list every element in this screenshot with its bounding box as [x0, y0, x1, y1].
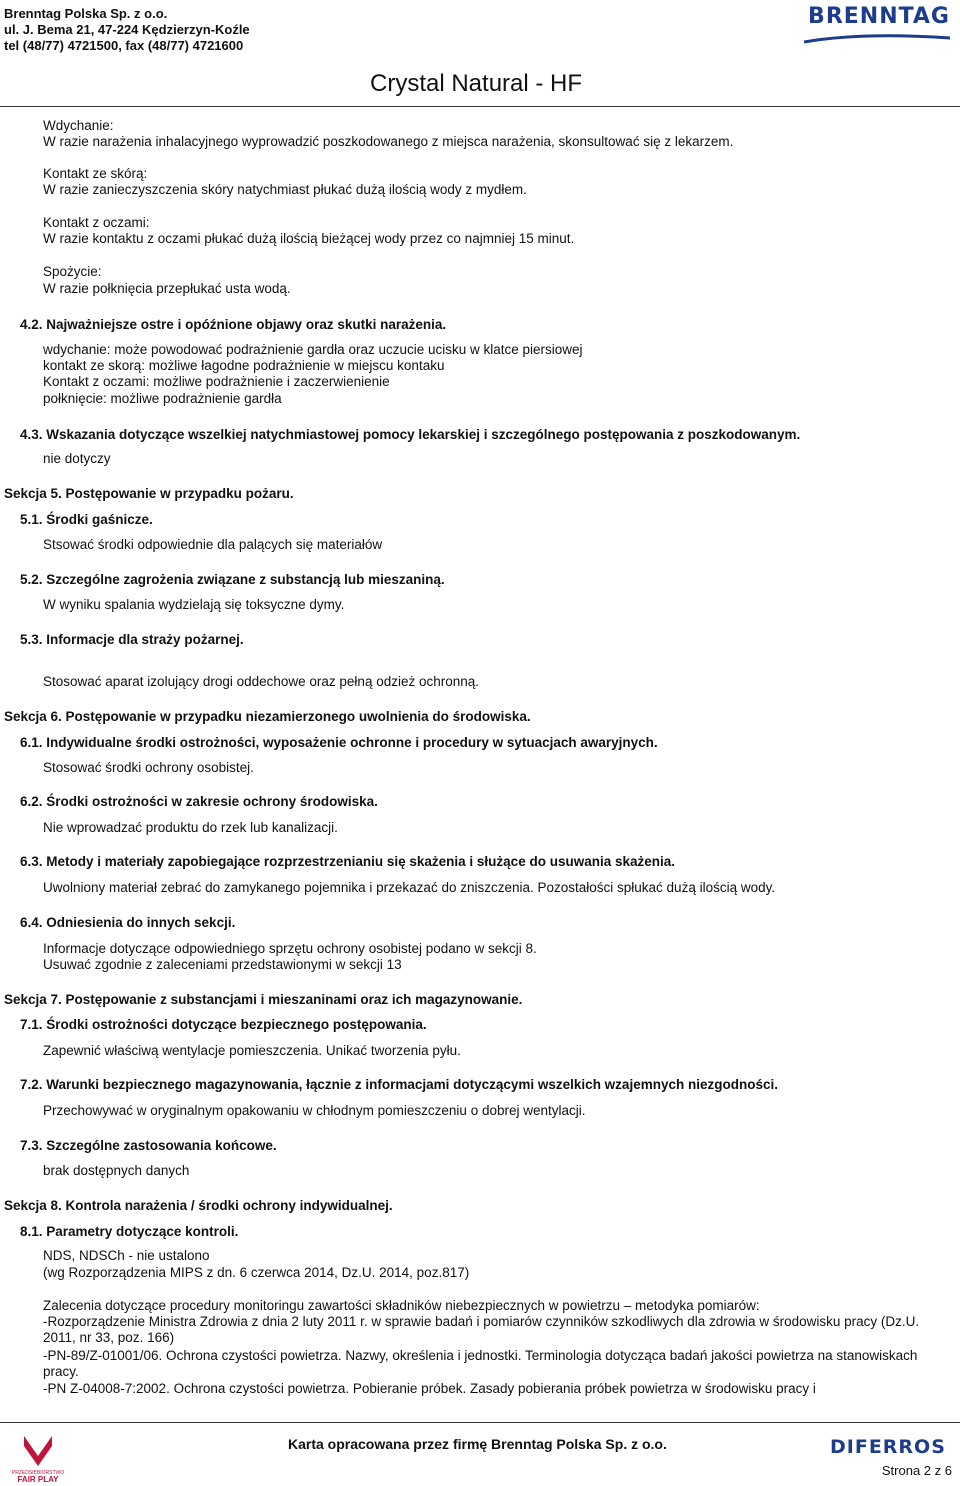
text-5-3: Stosować aparat izolujący drogi oddechowe oraz pełną odzież ochronną. [43, 674, 480, 689]
text-8-1-pn-89: -PN-89/Z-01001/06. Ochrona czystości powietrza. Nazwy, określenia i jednostki. Terminologia dotycząca badań jakości powietrza na stanowiskach pracy. [43, 1348, 918, 1379]
company-street: ul. J. Bema 21, 47-224 Kędzierzyn-Koźle [4, 22, 250, 37]
heading-ingestion: Spożycie: [43, 264, 102, 279]
text-6-4-line2: Usuwać zgodnie z zaleceniami przedstawionymi w sekcji 13 [43, 957, 402, 972]
footer-divider [0, 1422, 960, 1423]
fair-play-logo [8, 1432, 68, 1484]
subsection-7-1: 7.1. Środki ostrożności dotyczące bezpiecznego postępowania. [20, 1017, 427, 1032]
subsection-4-2: 4.2. Najważniejsze ostre i opóźnione objawy oraz skutki narażenia. [20, 317, 447, 332]
text-skin-contact: W razie zanieczyszczenia skóry natychmiast płukać dużą ilością wody z mydłem. [43, 182, 527, 197]
text-symptom-skin: kontakt ze skorą: możliwe łagodne podrażnienie w miejscu kontaku [43, 358, 445, 373]
text-8-1-regulation-2011: -Rozporządzenie Ministra Zdrowia z dnia 2 luty 2011 r. w sprawie badań i pomiarów czynników szkodliwych dla zdrowia w środowisku pracy (Dz.U. 2011, nr 33, poz. 166) [43, 1314, 920, 1345]
heading-inhalation: Wdychanie: [43, 118, 114, 133]
text-6-1: Stosować środki ochrony osobistej. [43, 760, 254, 775]
text-symptom-eyes: Kontakt z oczami: możliwe podrażnienie i zaczerwienienie [43, 374, 390, 389]
document-title: Crystal Natural - HF [370, 70, 583, 97]
fairplay-line1: PRZEDSIĘBIORSTWO [11, 1470, 65, 1476]
text-6-4-line1: Informacje dotyczące odpowiedniego sprzętu ochrony osobistej podano w sekcji 8. [43, 941, 537, 956]
subsection-7-3: 7.3. Szczególne zastosowania końcowe. [20, 1138, 277, 1153]
text-symptom-ingestion: połknięcie: możliwe podrażnienie gardła [43, 391, 282, 406]
text-5-2: W wyniku spalania wydzielają się toksyczne dymy. [43, 597, 345, 612]
brenntag-swoosh-icon [802, 30, 952, 46]
fairplay-line2: FAIR PLAY [17, 1475, 59, 1484]
diferros-logo: DIFERROS [830, 1436, 946, 1458]
subsection-4-3: 4.3. Wskazania dotyczące wszelkiej natychmiastowej pomocy lekarskiej i szczególnego postępowania z poszkodowanym. [20, 427, 801, 442]
heading-skin-contact: Kontakt ze skórą: [43, 166, 148, 181]
section-7-heading: Sekcja 7. Postępowanie z substancjami i mieszaninami oraz ich magazynowanie. [4, 992, 523, 1007]
subsection-5-1: 5.1. Środki gaśnicze. [20, 512, 153, 527]
text-6-2: Nie wprowadzać produktu do rzek lub kanalizacji. [43, 820, 338, 835]
text-eye-contact: W razie kontaktu z oczami płukać dużą ilością bieżącej wody przez co najmniej 15 minut. [43, 231, 575, 246]
section-5-heading: Sekcja 5. Postępowanie w przypadku pożaru. [4, 486, 294, 501]
subsection-6-4: 6.4. Odniesienia do innych sekcji. [20, 915, 236, 930]
text-inhalation: W razie narażenia inhalacyjnego wyprowadzić poszkodowanego z miejsca narażenia, skonsultować się z lekarzem. [43, 134, 734, 149]
text-7-1: Zapewnić właściwą wentylacje pomieszczenia. Unikać tworzenia pyłu. [43, 1043, 461, 1058]
company-address-block [4, 6, 250, 54]
subsection-5-2: 5.2. Szczególne zagrożenia związane z substancją lub mieszaniną. [20, 572, 445, 587]
heading-eye-contact: Kontakt z oczami: [43, 215, 150, 230]
subsection-7-2: 7.2. Warunki bezpiecznego magazynowania, łącznie z informacjami dotyczącymi wszelkich wzajemnych niezgodności. [20, 1077, 778, 1092]
text-8-1-regulation: (wg Rozporządzenia MIPS z dn. 6 czerwca 2014, Dz.U. 2014, poz.817) [43, 1265, 470, 1280]
text-ingestion: W razie połknięcia przepłukać usta wodą. [43, 281, 291, 296]
company-phone: tel (48/77) 4721500, fax (48/77) 4721600 [4, 38, 244, 53]
text-8-1-pn-z: -PN Z-04008-7:2002. Ochrona czystości powietrza. Pobieranie próbek. Zasady pobierania próbek powietrza w środowisku pracy i [43, 1381, 816, 1396]
subsection-5-3: 5.3. Informacje dla straży pożarnej. [20, 632, 244, 647]
subsection-8-1: 8.1. Parametry dotyczące kontroli. [20, 1224, 239, 1239]
page-number: Strona 2 z 6 [881, 1463, 952, 1478]
subsection-6-1: 6.1. Indywidualne środki ostrożności, wyposażenie ochronne i procedury w sytuacjach awaryjnych. [20, 735, 658, 750]
section-6-heading: Sekcja 6. Postępowanie w przypadku niezamierzonego uwolnienia do środowiska. [4, 709, 531, 724]
footer-prepared-by: Karta opracowana przez firmę Brenntag Polska Sp. z o.o. [288, 1436, 667, 1452]
text-5-1: Stsować środki odpowiednie dla palących się materiałów [43, 537, 383, 552]
text-8-1-monitoring: Zalecenia dotyczące procedury monitoringu zawartości składników niebezpiecznych w powietrzu – metodyka pomiarów: [43, 1298, 760, 1313]
company-name: Brenntag Polska Sp. z o.o. [4, 6, 168, 21]
text-7-2: Przechowywać w oryginalnym opakowaniu w chłodnym pomieszczeniu o dobrej wentylacji. [43, 1103, 586, 1118]
subsection-6-3: 6.3. Metody i materiały zapobiegające rozprzestrzenianiu się skażenia i służące do usuwania skażenia. [20, 854, 676, 869]
section-8-heading: Sekcja 8. Kontrola narażenia / środki ochrony indywidualnej. [4, 1198, 393, 1213]
text-4-3: nie dotyczy [43, 451, 111, 466]
text-8-1-nds: NDS, NDSCh - nie ustalono [43, 1248, 210, 1263]
header-divider [0, 106, 960, 107]
subsection-6-2: 6.2. Środki ostrożności w zakresie ochrony środowiska. [20, 794, 378, 809]
brenntag-logo: BRENNTAG [808, 4, 950, 29]
text-7-3: brak dostępnych danych [43, 1163, 190, 1178]
text-symptom-inhalation: wdychanie: może powodować podrażnienie gardła oraz uczucie ucisku w klatce piersiowej [43, 342, 583, 357]
text-6-3: Uwolniony materiał zebrać do zamykanego pojemnika i przekazać do zniszczenia. Pozostałości spłukać dużą ilością wody. [43, 880, 776, 895]
